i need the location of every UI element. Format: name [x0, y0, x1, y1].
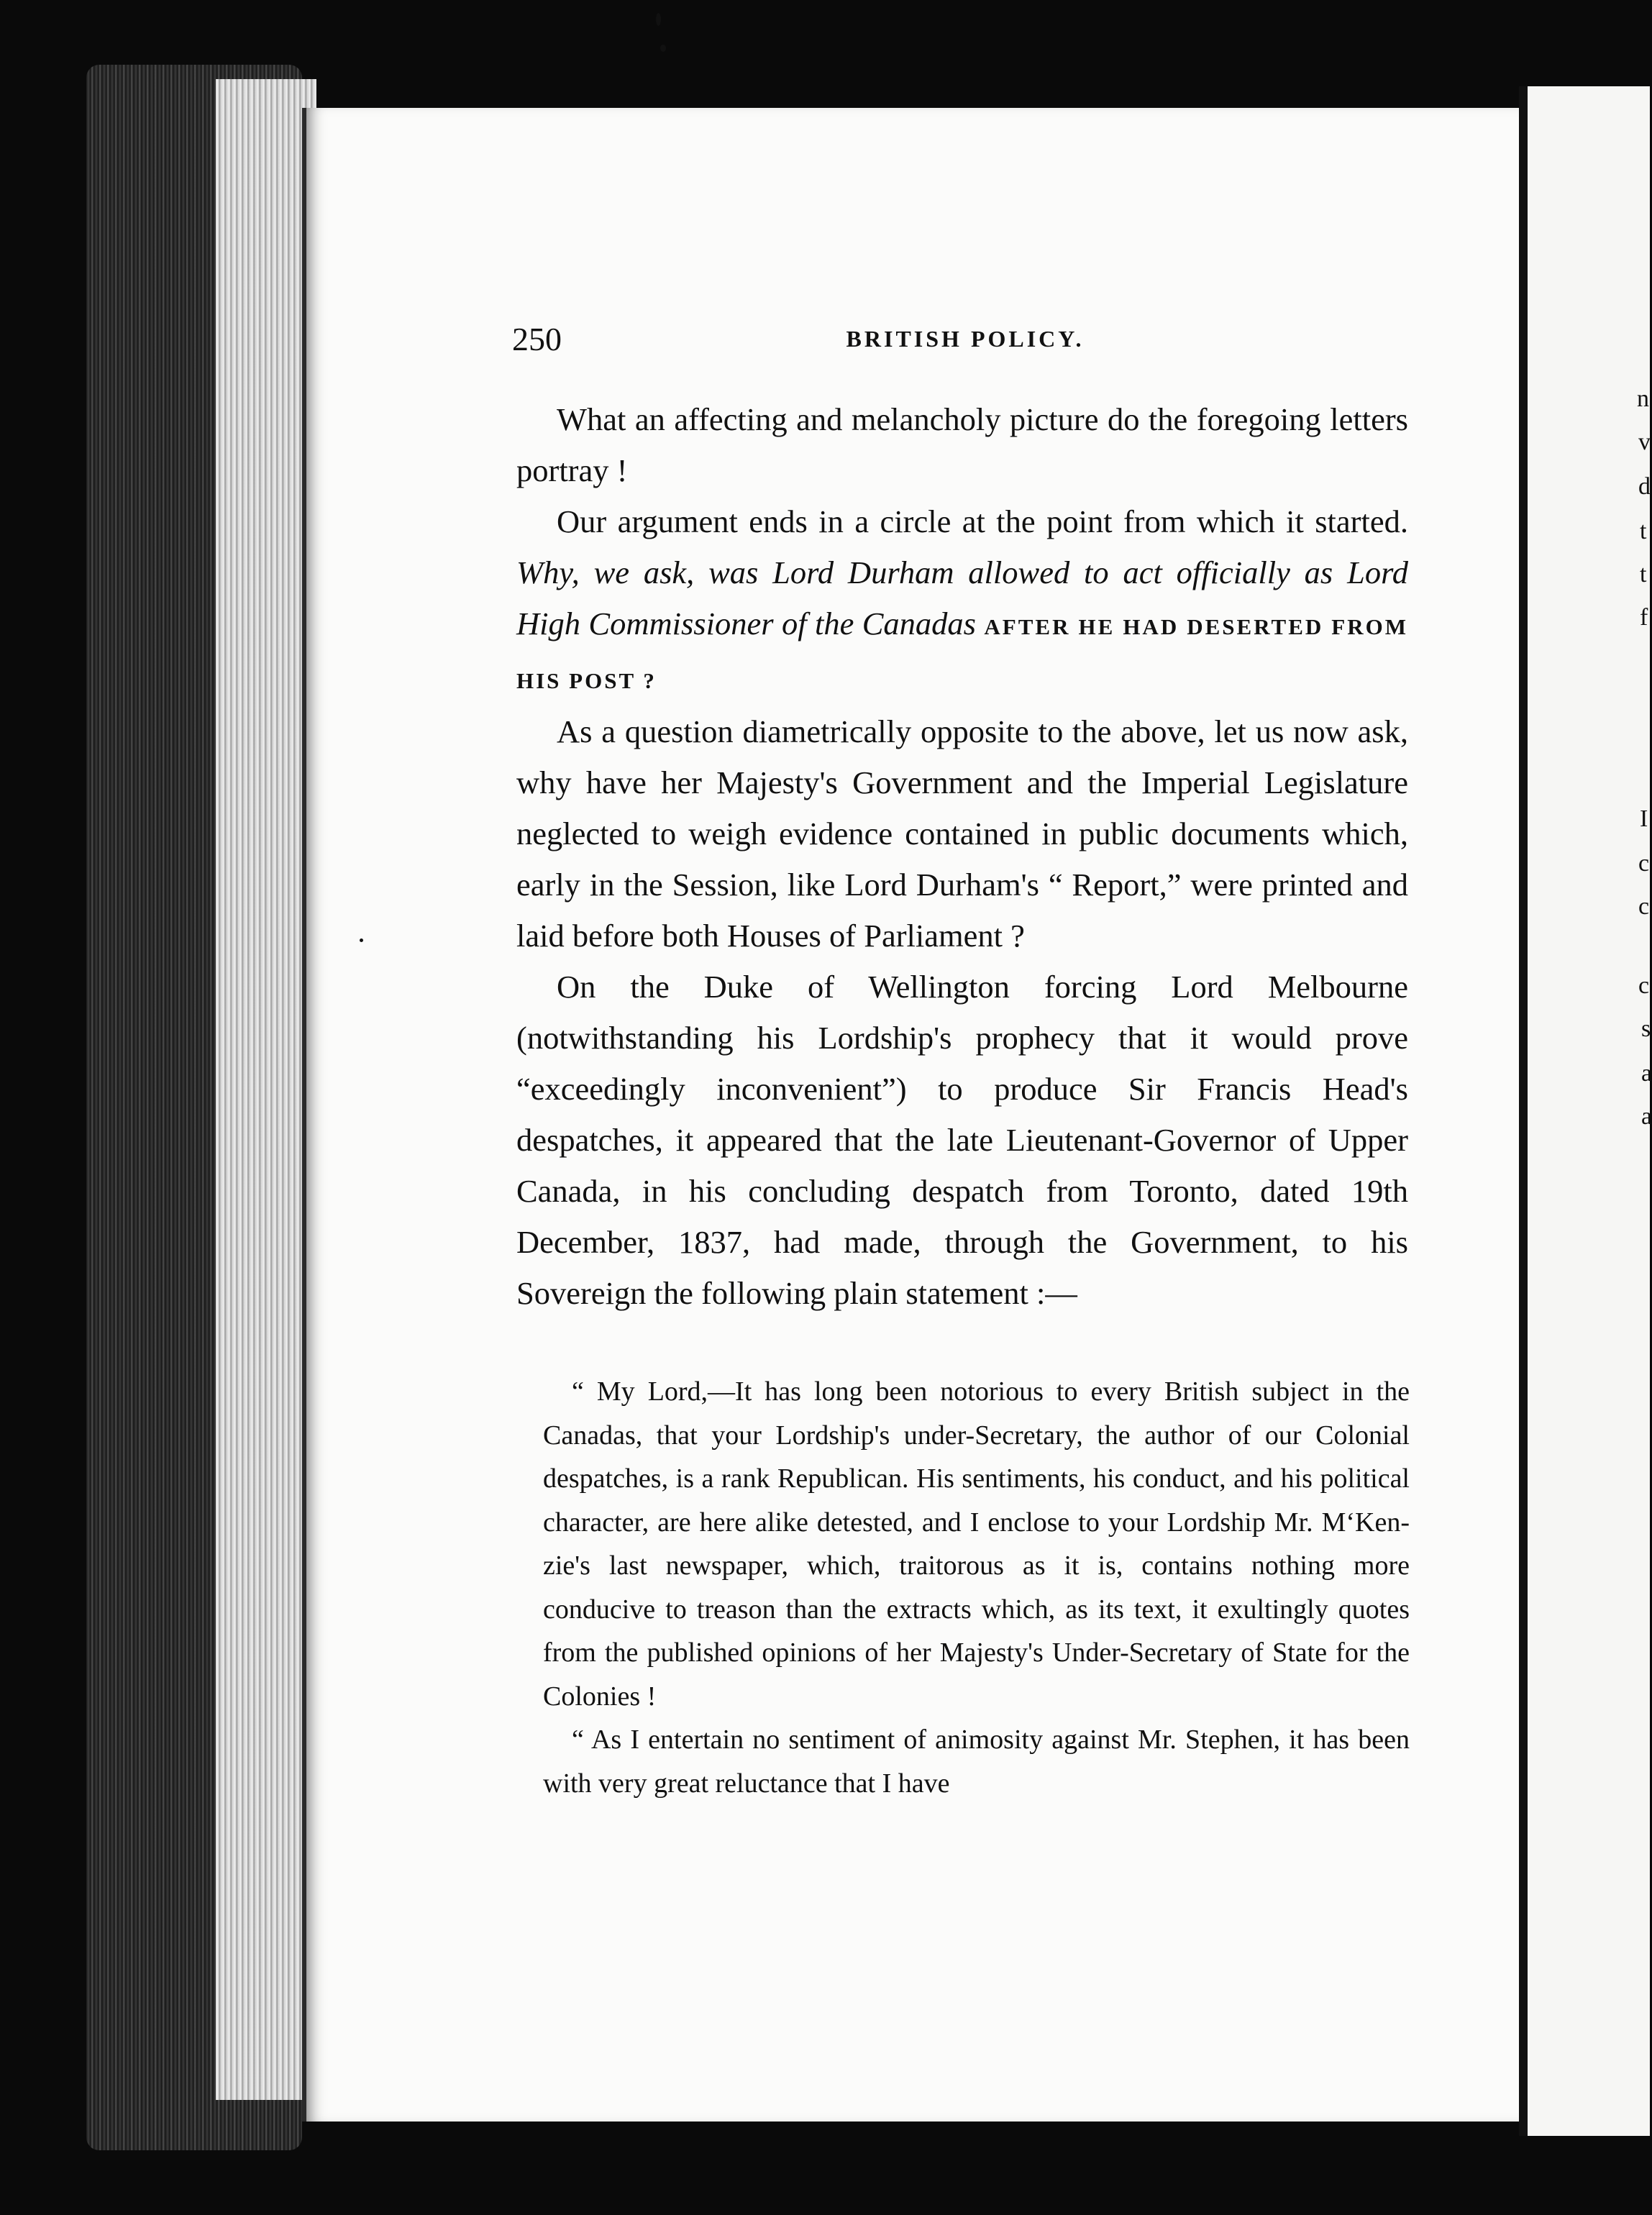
next-page-letter: v	[1638, 429, 1651, 455]
next-page-letter: a	[1641, 1103, 1652, 1130]
next-page-letter: s	[1641, 1015, 1651, 1042]
paragraph: As a question diametrically opposite to the above, let us now ask, why have her Majesty's Government and the Imperial Legislature neglected to weigh evidence contained in public documents which, early in the Session, like Lord Durham's “ Report,” were printed and laid before both Houses of Parliament ?	[516, 713, 1408, 954]
page-edges	[216, 79, 316, 2100]
next-page-letter: a	[1641, 1060, 1652, 1087]
paragraph: On the Duke of Wellington forcing Lord Melbourne (notwithstanding his Lordship's prophecy that it would prove “exceedingly inconvenient”) to produce Sir Francis Head's despatches, it appeared that the late Lieutenant-Governor of Upper Canada, in his concluding despatch from Toronto, dated 19th December, 1837, had made, through the Government, to his Sovereign the following plain statement :—	[516, 969, 1408, 1311]
next-page-sliver	[1528, 86, 1650, 2136]
paragraph: What an affecting and melancholy picture do the foregoing letters portray !	[516, 401, 1408, 488]
running-head: BRITISH POLICY.	[846, 326, 1085, 352]
body-text	[516, 394, 1408, 1319]
small-caps-phrase: AFTER HE HAD DESERTED FROM HIS POST ?	[516, 614, 1408, 693]
gutter	[1519, 86, 1528, 2136]
next-page-letter: n	[1637, 385, 1649, 412]
scan-speck	[660, 45, 666, 52]
page-number: 250	[512, 321, 562, 357]
next-page-letter: f	[1640, 604, 1648, 631]
scan-speck	[656, 13, 661, 26]
next-page-letter: c	[1638, 893, 1650, 920]
next-page-letter: c	[1638, 972, 1650, 999]
quoted-despatch	[543, 1370, 1410, 1805]
paragraph	[516, 496, 1408, 706]
italic-question: Why, we ask, was Lord Durham allowed to act officially as Lord High Commissioner of the Canadas	[516, 554, 1408, 641]
scan-speck	[360, 938, 363, 942]
next-page-letter: t	[1640, 518, 1647, 544]
quote-paragraph: “ My Lord,—It has long been notorious to every British subject in the Canadas, that your Lordship's under-Secretary, the author of our Colonial despatches, is a rank Republican. His sentiments, his conduct, and his political character, are here alike detested, and I enclose to your Lordship Mr. M‘Kenzie's last newspaper, which, traitorous as it is, contains nothing more conducive to treason than the extracts which, as its text, it exultingly quotes from the published opinions of her Majesty's Under-Secretary of State for the Colonies !	[543, 1376, 1410, 1712]
next-page-letter: I	[1640, 805, 1648, 832]
page-header	[512, 320, 1418, 363]
next-page-letter: t	[1640, 561, 1647, 588]
paragraph-text: Our argument ends in a circle at the point from which it started.	[557, 503, 1408, 539]
next-page-letter: d	[1638, 473, 1651, 500]
next-page-letter: c	[1638, 850, 1650, 877]
quote-paragraph: “ As I entertain no sentiment of animosity against Mr. Stephen, it has been with very great reluctance that I have	[543, 1725, 1410, 1799]
